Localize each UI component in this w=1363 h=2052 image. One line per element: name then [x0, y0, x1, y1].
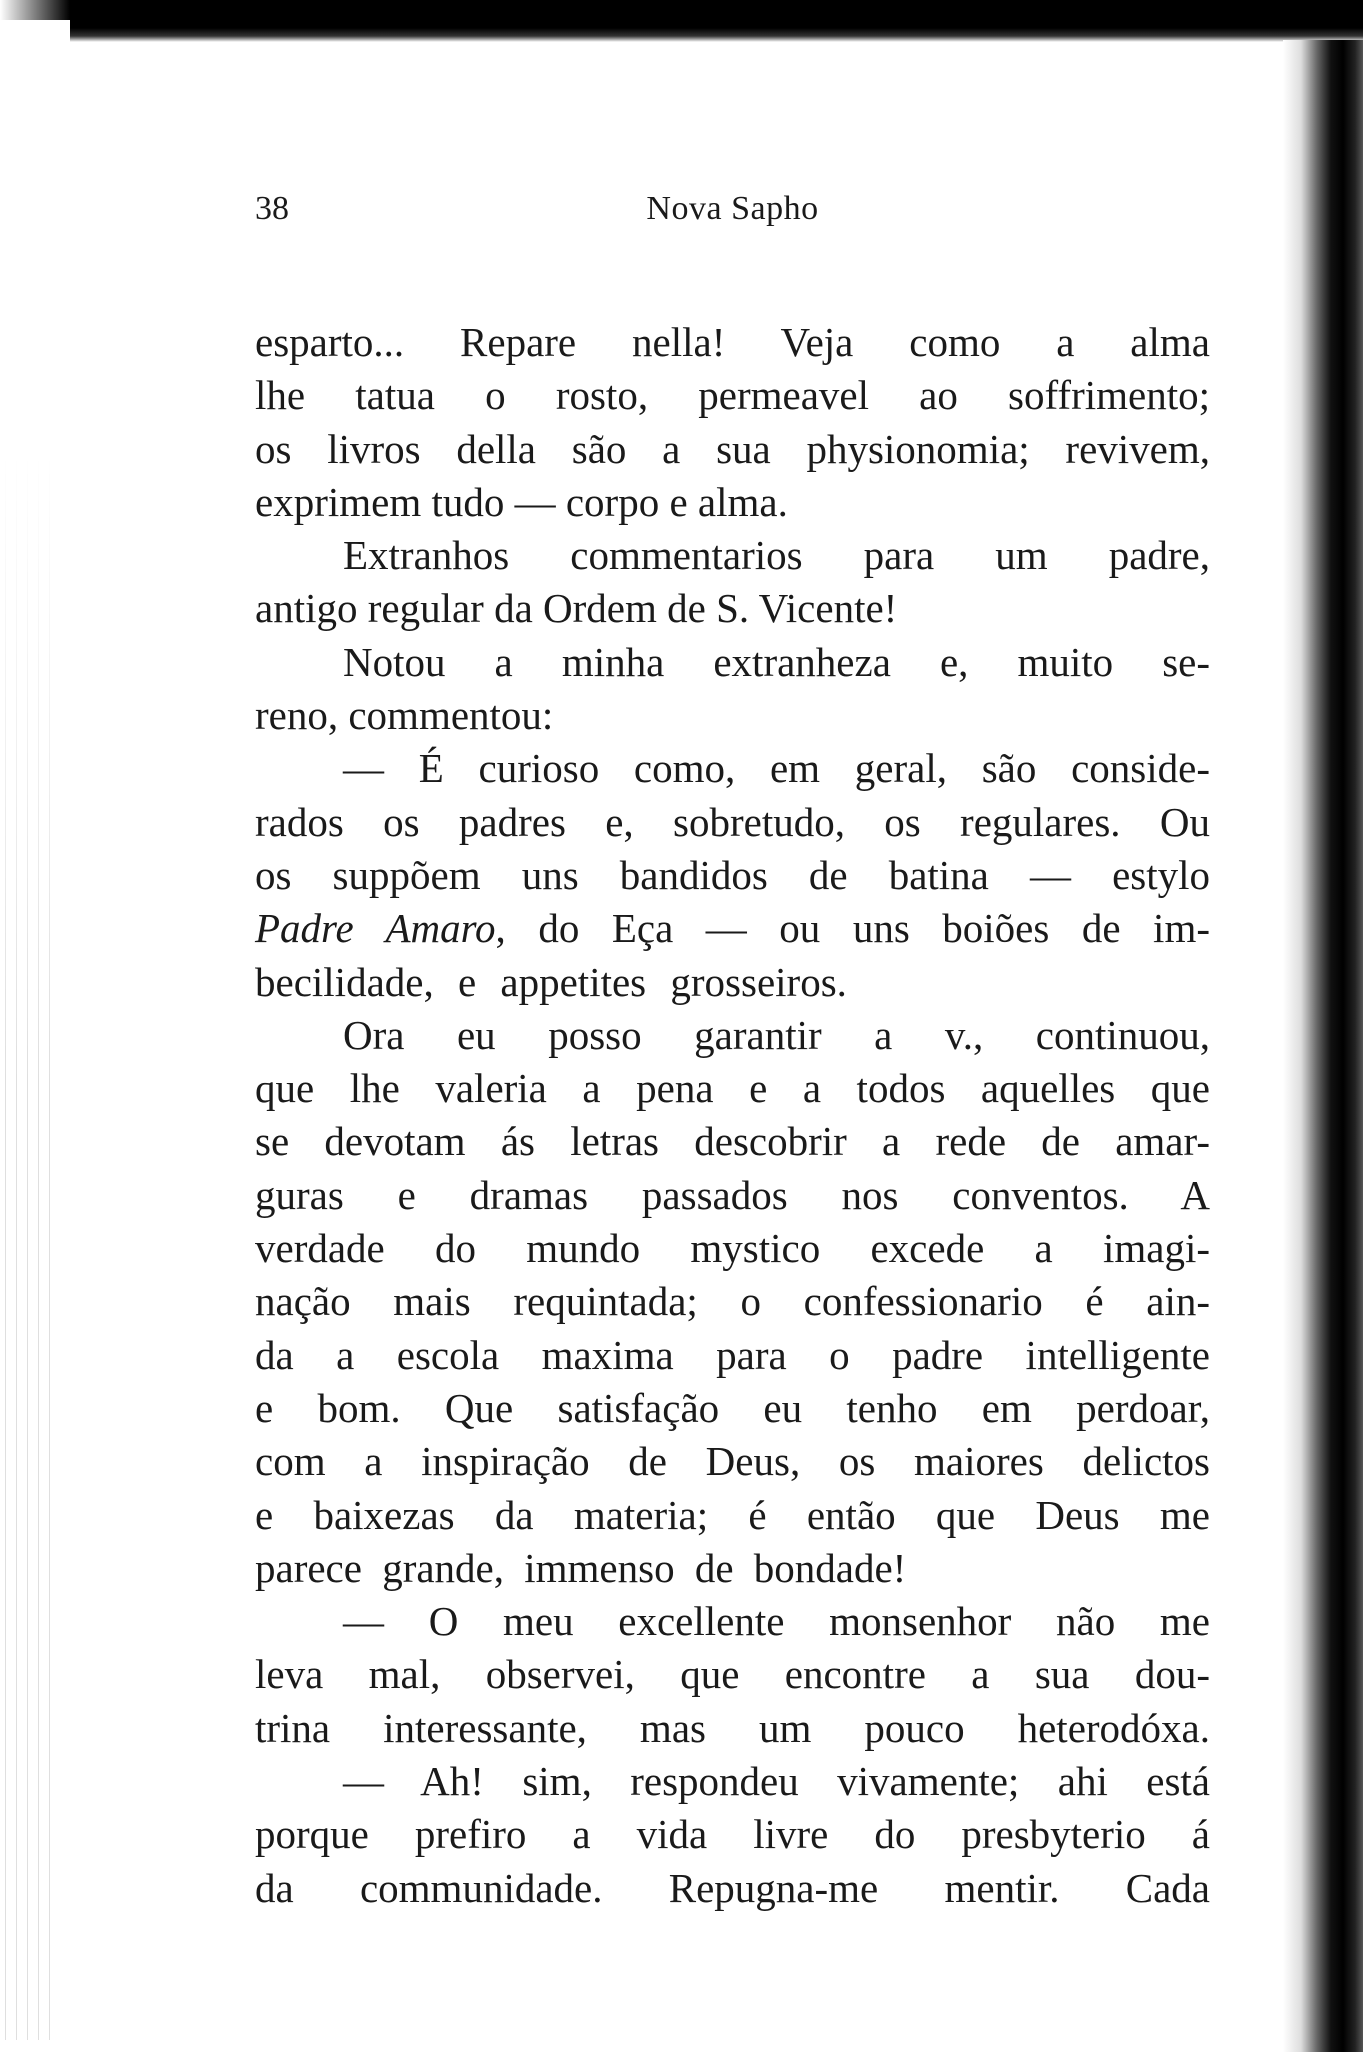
text-line: e baixezas da materia; é então que Deus me: [255, 1491, 1210, 1538]
page-number: 38: [255, 190, 289, 227]
text-line: com a inspiração de Deus, os maiores delictos: [255, 1438, 1210, 1485]
text-line: Ora eu posso garantir a v., continuou,: [343, 1011, 1210, 1058]
scan-top-border: [70, 0, 1363, 42]
text-line: rados os padres e, sobretudo, os regulares. Ou: [255, 798, 1210, 845]
text-line: os livros della são a sua physionomia; revivem,: [255, 425, 1210, 472]
page-body-text: [255, 316, 1210, 1915]
text-line: reno, commentou:: [255, 692, 554, 739]
running-title: Nova Sapho: [646, 190, 819, 227]
text-line: da a escola maxima para o padre intelligente: [255, 1331, 1210, 1378]
book-gutter-shadow: [1283, 40, 1363, 2052]
text-line: Extranhos commentarios para um padre,: [343, 532, 1210, 579]
bleed-through-marks: [0, 440, 60, 2040]
text-line: nação mais requintada; o confessionario é ain-: [255, 1278, 1210, 1325]
page-header: [255, 190, 1210, 230]
text-line: — O meu excellente monsenhor não me: [343, 1598, 1210, 1645]
text-line: da communidade. Repugna-me mentir. Cada: [255, 1864, 1210, 1911]
text-line-rest: , do Eça — ou uns boiões de im-: [495, 905, 1210, 952]
text-line: e bom. Que satisfação eu tenho em perdoar,: [255, 1384, 1210, 1431]
text-line: trina interessante, mas um pouco heterodóxa.: [255, 1704, 1210, 1751]
text-line: lhe tatua o rosto, permeavel ao soffrimento;: [255, 372, 1210, 419]
text-line: [255, 902, 1210, 955]
text-line: guras e dramas passados nos conventos. A: [255, 1171, 1210, 1218]
text-line: — É curioso como, em geral, são conside-: [343, 745, 1210, 792]
text-line: Notou a minha extranheza e, muito se-: [343, 638, 1210, 685]
text-line: verdade do mundo mystico excede a imagi-: [255, 1225, 1210, 1272]
text-line: esparto... Repare nella! Veja como a alma: [255, 319, 1210, 365]
text-line: — Ah! sim, respondeu vivamente; ahi está: [343, 1758, 1210, 1805]
text-line: becilidade, e appetites grosseiros.: [255, 958, 847, 1005]
text-line: antigo regular da Ordem de S. Vicente!: [255, 585, 898, 632]
text-line: porque prefiro a vida livre do presbyterio á: [255, 1811, 1210, 1858]
text-line: leva mal, observei, que encontre a sua dou-: [255, 1651, 1210, 1698]
text-line: que lhe valeria a pena e a todos aquelles que: [255, 1065, 1210, 1112]
text-line: exprimem tudo — corpo e alma.: [255, 478, 788, 525]
text-line: se devotam ás letras descobrir a rede de amar-: [255, 1118, 1210, 1165]
text-line: parece grande, immenso de bondade!: [255, 1544, 907, 1591]
text-line: os suppõem uns bandidos de batina — estylo: [255, 851, 1210, 898]
scan-edge: [0, 0, 70, 20]
italic-title: Padre Amaro: [255, 905, 496, 952]
